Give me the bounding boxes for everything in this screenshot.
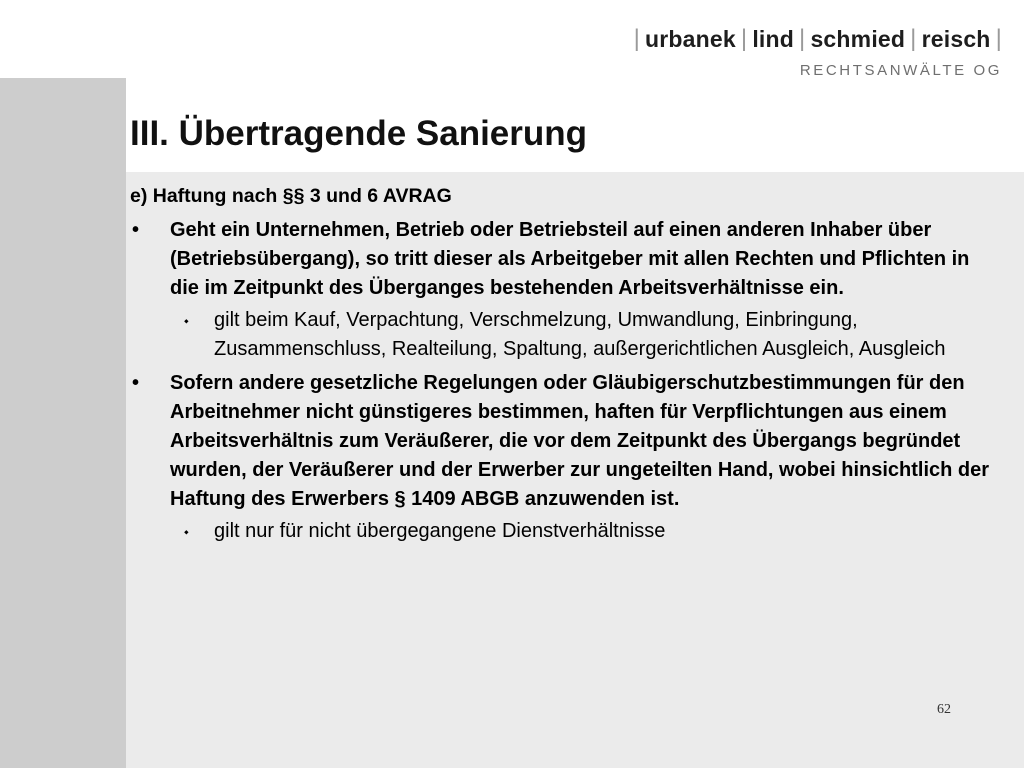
logo-name-3: schmied [810, 26, 906, 52]
bullet-item-1 [130, 216, 990, 303]
bullet-text: Sofern andere gesetzliche Regelungen oder Gläubigerschutzbestimmungen für den Arbeitnehmer nicht günstigeres bestimmen, haften für Verpflichtungen aus einem Arbeitsverhältnis zum Veräußerer, die vor dem Zeitpunkt des Übergangs begründet wurden, der Veräußerer und der Erwerber zur ungeteilten Hand, wobei hinsichtlich der Haftung des Erwerbers § 1409 ABGB anzuwenden ist. [170, 372, 990, 510]
firm-logo [634, 24, 1002, 79]
logo-name-4: reisch [921, 26, 991, 52]
sub-bullet-text: gilt nur für nicht übergegangene Dienstverhältnisse [214, 520, 666, 542]
sub-bullet-text: gilt beim Kauf, Verpachtung, Verschmelzung, Umwandlung, Einbringung, Zusammenschluss, Realteilung, Spaltung, außergerichtlichen Ausgleich, Ausgleich [214, 309, 946, 360]
bullet-marker: • [132, 372, 140, 394]
section-subheading: e) Haftung nach §§ 3 und 6 AVRAG [130, 185, 452, 207]
diamond-bullet-icon: ⬩ [184, 313, 189, 328]
sub-bullet-item-2 [130, 517, 990, 546]
logo-divider: | [799, 25, 806, 52]
logo-names [634, 24, 1002, 54]
page-number: 62 [937, 702, 951, 717]
logo-name-1: urbanek [645, 26, 736, 52]
logo-divider: | [995, 25, 1002, 52]
slide-body [130, 182, 990, 551]
left-decor-stripe [0, 78, 126, 768]
logo-name-2: lind [752, 26, 794, 52]
logo-divider: | [910, 25, 917, 52]
logo-divider: | [740, 25, 748, 52]
bullet-item-2 [130, 369, 990, 514]
bullet-text: Geht ein Unternehmen, Betrieb oder Betriebsteil auf einen anderen Inhaber über (Betriebsübergang), so tritt dieser als Arbeitgeber mit allen Rechten und Pflichten in die im Zeitpunkt des Überganges bestehenden Arbeitsverhältnisse ein. [170, 219, 970, 299]
logo-tagline: RECHTSANWÄLTE OG [799, 62, 1002, 79]
logo-divider: | [633, 25, 640, 52]
diamond-bullet-icon: ⬩ [184, 524, 189, 539]
slide-title: III. Übertragende Sanierung [130, 114, 588, 153]
sub-bullet-item-1 [130, 306, 990, 364]
bullet-marker: • [132, 219, 140, 241]
